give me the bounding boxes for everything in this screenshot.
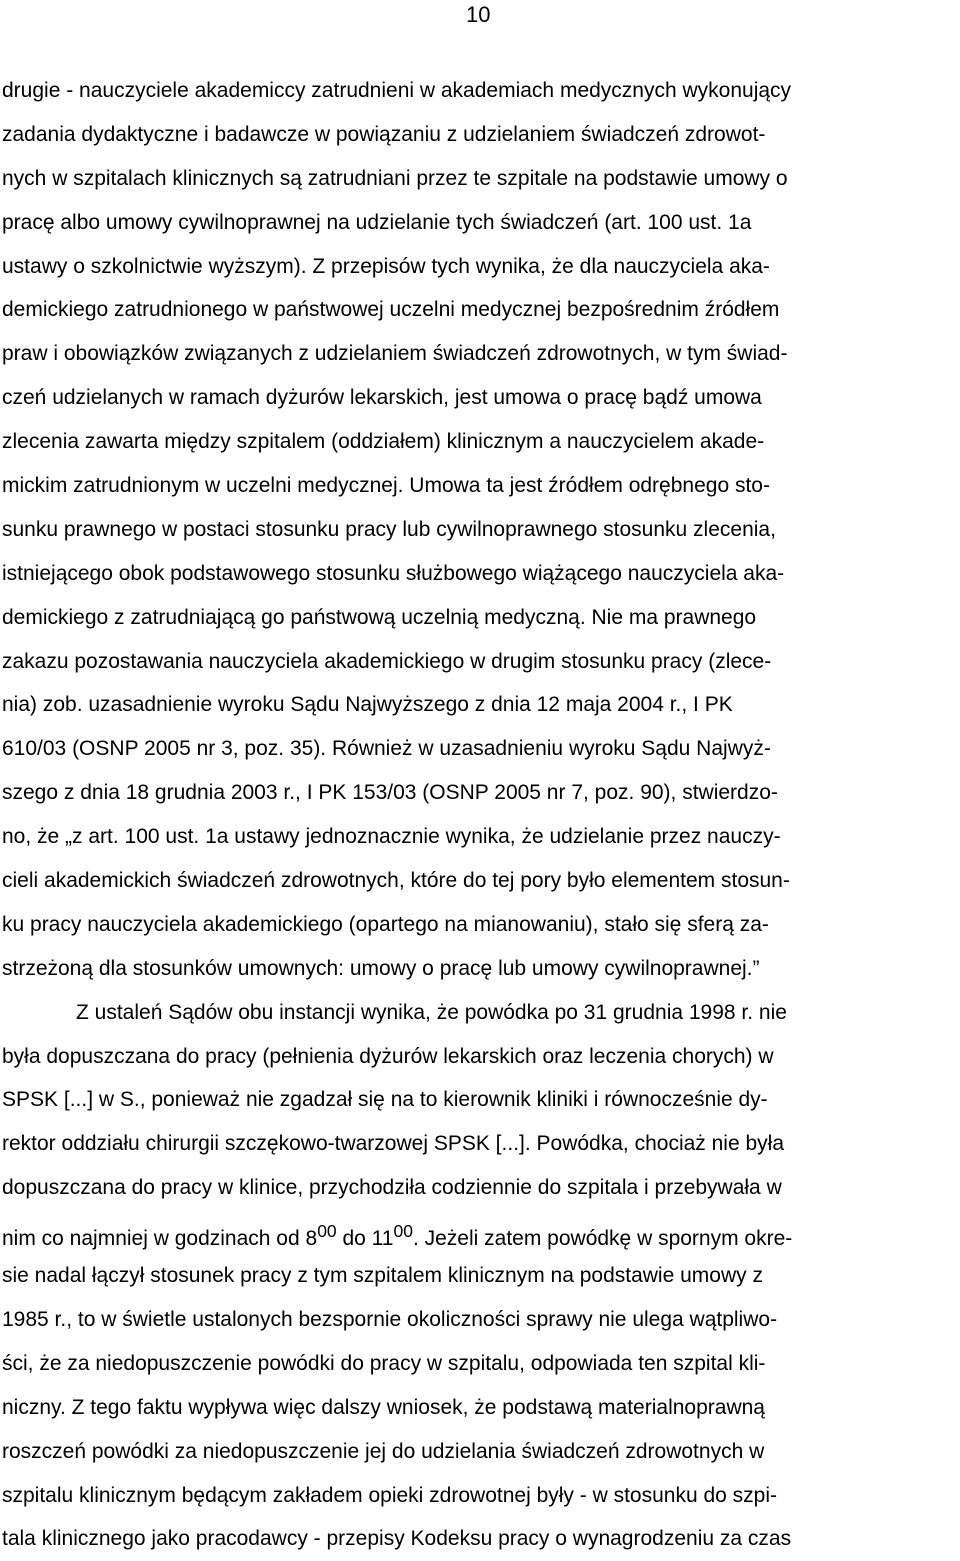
text-line: sunku prawnego w postaci stosunku pracy lub cywilnoprawnego stosunku zlecenia, <box>2 517 776 541</box>
text-line: rektor oddziału chirurgii szczękowo-twarzowej SPSK [...]. Powódka, chociaż nie była <box>2 1132 785 1156</box>
text-line: ku pracy nauczyciela akademickiego (opartego na mianowaniu), stało się sferą za- <box>2 912 769 936</box>
text-line: czeń udzielanych w ramach dyżurów lekarskich, jest umowa o pracę bądź umowa <box>2 386 762 410</box>
paragraph-start-line: Z ustaleń Sądów obu instancji wynika, że powódka po 31 grudnia 1998 r. nie <box>76 1000 787 1024</box>
text-line: szego z dnia 18 grudnia 2003 r., I PK 153/03 (OSNP 2005 nr 7, poz. 90), stwierdzo- <box>2 781 778 805</box>
text-line: nia) zob. uzasadnienie wyroku Sądu Najwyższego z dnia 12 maja 2004 r., I PK <box>2 693 733 717</box>
text-line: 1985 r., to w świetle ustalonych bezspornie okoliczności sprawy nie ulega wątpliwo- <box>2 1307 778 1331</box>
text-line: tala klinicznego jako pracodawcy - przepisy Kodeksu pracy o wynagrodzeniu za czas <box>2 1527 792 1551</box>
text-line: demickiego z zatrudniającą go państwową uczelnią medyczną. Nie ma prawnego <box>2 605 757 629</box>
text-line: pracę albo umowy cywilnoprawnej na udzielanie tych świadczeń (art. 100 ust. 1a <box>2 210 752 234</box>
text-line: SPSK [...] w S., ponieważ nie zgadzał się na to kierownik kliniki i równocześnie dy- <box>2 1088 768 1112</box>
text-segment: . Jeżeli zatem powódkę w spornym okre- <box>412 1227 793 1251</box>
text-line: roszczeń powódki za niedopuszczenie jej do udzielania świadczeń zdrowotnych w <box>2 1439 765 1463</box>
text-line: 610/03 (OSNP 2005 nr 3, poz. 35). Również w uzasadnieniu wyroku Sądu Najwyż- <box>2 737 771 761</box>
text-line: ustawy o szkolnictwie wyższym). Z przepisów tych wynika, że dla nauczyciela aka- <box>2 254 770 278</box>
superscript-minutes: 00 <box>393 1221 413 1242</box>
text-line: ści, że za niedopuszczenie powódki do pracy w szpitalu, odpowiada ten szpital kli- <box>2 1351 766 1375</box>
text-line: szpitalu klinicznym będącym zakładem opieki zdrowotnej były - w stosunku do szpi- <box>2 1483 777 1507</box>
text-line: demickiego zatrudnionego w państwowej uczelni medycznej bezpośrednim źródłem <box>2 298 780 322</box>
document-body <box>2 69 958 1561</box>
text-line: dopuszczana do pracy w klinice, przychodziła codziennie do szpitala i przebywała w <box>2 1176 782 1200</box>
text-line: mickim zatrudnionym w uczelni medycznej. Umowa ta jest źródłem odrębnego sto- <box>2 474 770 498</box>
page-number: 10 <box>466 2 491 27</box>
text-line: strzeżoną dla stosunków umownych: umowy o pracę lub umowy cywilnoprawnej.” <box>2 956 760 980</box>
text-line: praw i obowiązków związanych z udzielaniem świadczeń zdrowotnych, w tym świad- <box>2 342 788 366</box>
text-line-with-superscripts <box>2 1210 958 1254</box>
superscript-minutes: 00 <box>317 1221 337 1242</box>
text-segment: nim co najmniej w godzinach od 8 <box>2 1227 318 1251</box>
text-line: zakazu pozostawania nauczyciela akademickiego w drugim stosunku pracy (zlece- <box>2 649 772 673</box>
text-line: była dopuszczana do pracy (pełnienia dyżurów lekarskich oraz leczenia chorych) w <box>2 1044 774 1068</box>
text-line: niczny. Z tego faktu wypływa więc dalszy wniosek, że podstawą materialnoprawną <box>2 1395 765 1419</box>
text-line: nych w szpitalach klinicznych są zatrudniani przez te szpitale na podstawie umowy o <box>2 166 788 190</box>
text-line: drugie - nauczyciele akademiccy zatrudnieni w akademiach medycznych wykonujący <box>2 79 792 102</box>
text-line: zadania dydaktyczne i badawcze w powiązaniu z udzielaniem świadczeń zdrowot- <box>2 122 766 146</box>
text-line: sie nadal łączył stosunek pracy z tym szpitalem klinicznym na podstawie umowy z <box>2 1264 763 1288</box>
text-line: cieli akademickich świadczeń zdrowotnych, które do tej pory było elementem stosun- <box>2 869 790 893</box>
text-line: zlecenia zawarta między szpitalem (oddziałem) klinicznym a nauczycielem akade- <box>2 430 765 454</box>
text-segment: do 11 <box>336 1227 394 1251</box>
text-line: no, że „z art. 100 ust. 1a ustawy jednoznacznie wynika, że udzielanie przez nauczy- <box>2 825 781 849</box>
text-line: istniejącego obok podstawowego stosunku służbowego wiążącego nauczyciela aka- <box>2 561 785 585</box>
